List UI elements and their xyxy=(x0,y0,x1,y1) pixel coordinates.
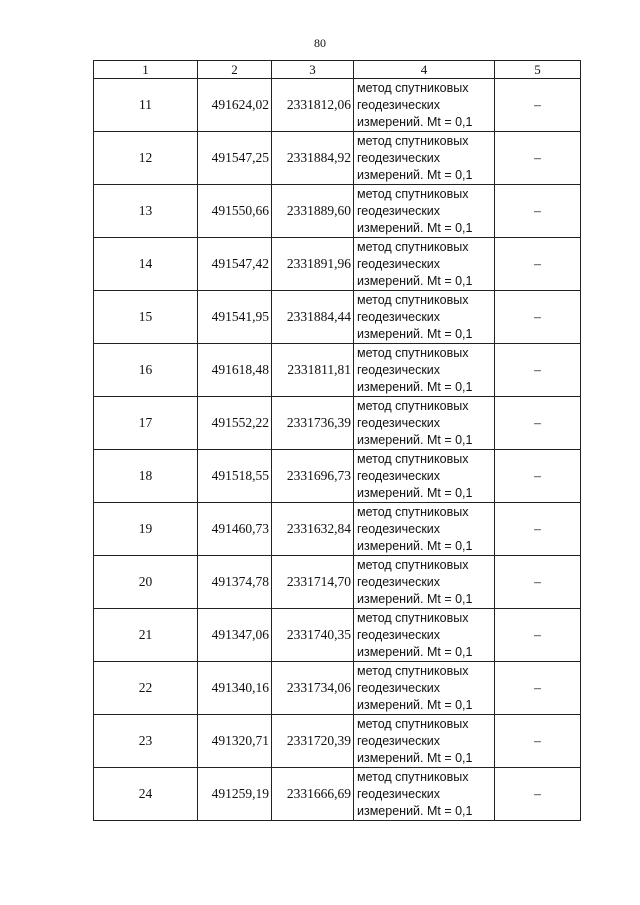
method-line-1: метод спутниковых xyxy=(357,557,469,572)
method-line-2: геодезических xyxy=(357,786,441,801)
method-description xyxy=(354,556,495,609)
column-5-value: – xyxy=(495,662,581,715)
method-line-2: геодезических xyxy=(357,309,441,324)
method-line-3: измерений. Mt = 0,1 xyxy=(357,485,473,500)
table-row xyxy=(94,662,581,715)
coordinate-y: 2331891,96 xyxy=(272,238,354,291)
coordinate-x: 491552,22 xyxy=(198,397,272,450)
point-number: 12 xyxy=(94,132,198,185)
method-line-2: геодезических xyxy=(357,627,441,642)
column-header-3: 3 xyxy=(272,61,354,79)
point-number: 21 xyxy=(94,609,198,662)
table-row xyxy=(94,556,581,609)
coordinate-y: 2331812,06 xyxy=(272,79,354,132)
coordinate-x: 491547,42 xyxy=(198,238,272,291)
method-line-3: измерений. Mt = 0,1 xyxy=(357,167,473,182)
method-line-3: измерений. Mt = 0,1 xyxy=(357,326,473,341)
point-number: 17 xyxy=(94,397,198,450)
method-line-2: геодезических xyxy=(357,203,441,218)
coordinate-y: 2331666,69 xyxy=(272,768,354,821)
method-line-2: геодезических xyxy=(357,362,441,377)
coordinate-y: 2331720,39 xyxy=(272,715,354,768)
point-number: 16 xyxy=(94,344,198,397)
column-5-value: – xyxy=(495,715,581,768)
method-line-1: метод спутниковых xyxy=(357,504,469,519)
column-5-value: – xyxy=(495,556,581,609)
method-line-1: метод спутниковых xyxy=(357,398,469,413)
coordinate-y: 2331696,73 xyxy=(272,450,354,503)
coordinate-x: 491547,25 xyxy=(198,132,272,185)
table-body xyxy=(94,79,581,821)
coordinate-y: 2331811,81 xyxy=(272,344,354,397)
method-line-1: метод спутниковых xyxy=(357,345,469,360)
column-header-5: 5 xyxy=(495,61,581,79)
point-number: 14 xyxy=(94,238,198,291)
coordinate-y: 2331884,92 xyxy=(272,132,354,185)
coordinate-y: 2331632,84 xyxy=(272,503,354,556)
method-description xyxy=(354,185,495,238)
point-number: 23 xyxy=(94,715,198,768)
method-line-1: метод спутниковых xyxy=(357,133,469,148)
method-line-1: метод спутниковых xyxy=(357,451,469,466)
column-header-2: 2 xyxy=(198,61,272,79)
column-5-value: – xyxy=(495,503,581,556)
method-description xyxy=(354,768,495,821)
coordinate-x: 491541,95 xyxy=(198,291,272,344)
coordinate-x: 491624,02 xyxy=(198,79,272,132)
method-line-3: измерений. Mt = 0,1 xyxy=(357,432,473,447)
method-description xyxy=(354,397,495,450)
table-row xyxy=(94,397,581,450)
table-row xyxy=(94,715,581,768)
method-line-2: геодезических xyxy=(357,733,441,748)
table-header-row xyxy=(94,61,581,79)
method-line-3: измерений. Mt = 0,1 xyxy=(357,379,473,394)
table-row xyxy=(94,609,581,662)
method-line-1: метод спутниковых xyxy=(357,769,469,784)
method-line-1: метод спутниковых xyxy=(357,80,469,95)
method-description xyxy=(354,662,495,715)
point-number: 11 xyxy=(94,79,198,132)
method-line-3: измерений. Mt = 0,1 xyxy=(357,220,473,235)
method-description xyxy=(354,450,495,503)
method-line-3: измерений. Mt = 0,1 xyxy=(357,591,473,606)
method-description xyxy=(354,291,495,344)
column-5-value: – xyxy=(495,397,581,450)
column-5-value: – xyxy=(495,238,581,291)
point-number: 24 xyxy=(94,768,198,821)
method-line-1: метод спутниковых xyxy=(357,610,469,625)
coordinate-y: 2331740,35 xyxy=(272,609,354,662)
column-header-4: 4 xyxy=(354,61,495,79)
coordinate-x: 491340,16 xyxy=(198,662,272,715)
point-number: 19 xyxy=(94,503,198,556)
coordinate-x: 491320,71 xyxy=(198,715,272,768)
column-5-value: – xyxy=(495,609,581,662)
method-description xyxy=(354,79,495,132)
column-5-value: – xyxy=(495,450,581,503)
column-5-value: – xyxy=(495,768,581,821)
coordinate-y: 2331734,06 xyxy=(272,662,354,715)
method-line-1: метод спутниковых xyxy=(357,292,469,307)
table-row xyxy=(94,185,581,238)
coordinate-x: 491347,06 xyxy=(198,609,272,662)
method-line-3: измерений. Mt = 0,1 xyxy=(357,644,473,659)
method-line-2: геодезических xyxy=(357,521,441,536)
table-row xyxy=(94,132,581,185)
column-header-1: 1 xyxy=(94,61,198,79)
table-row xyxy=(94,291,581,344)
column-5-value: – xyxy=(495,79,581,132)
point-number: 20 xyxy=(94,556,198,609)
table-row xyxy=(94,238,581,291)
method-description xyxy=(354,715,495,768)
method-line-2: геодезических xyxy=(357,680,441,695)
column-5-value: – xyxy=(495,344,581,397)
coordinate-x: 491460,73 xyxy=(198,503,272,556)
method-line-3: измерений. Mt = 0,1 xyxy=(357,538,473,553)
point-number: 15 xyxy=(94,291,198,344)
table-row xyxy=(94,450,581,503)
table-row xyxy=(94,768,581,821)
column-5-value: – xyxy=(495,291,581,344)
point-number: 22 xyxy=(94,662,198,715)
table-row xyxy=(94,344,581,397)
coordinate-x: 491518,55 xyxy=(198,450,272,503)
method-description xyxy=(354,238,495,291)
method-line-2: геодезических xyxy=(357,97,441,112)
method-description xyxy=(354,344,495,397)
coordinate-x: 491374,78 xyxy=(198,556,272,609)
method-line-3: измерений. Mt = 0,1 xyxy=(357,803,473,818)
method-description xyxy=(354,609,495,662)
method-description xyxy=(354,503,495,556)
coordinate-y: 2331736,39 xyxy=(272,397,354,450)
coordinate-y: 2331714,70 xyxy=(272,556,354,609)
method-line-2: геодезических xyxy=(357,574,441,589)
method-line-3: измерений. Mt = 0,1 xyxy=(357,750,473,765)
method-line-1: метод спутниковых xyxy=(357,186,469,201)
coordinate-x: 491259,19 xyxy=(198,768,272,821)
method-line-1: метод спутниковых xyxy=(357,239,469,254)
method-line-3: измерений. Mt = 0,1 xyxy=(357,273,473,288)
point-number: 13 xyxy=(94,185,198,238)
method-line-1: метод спутниковых xyxy=(357,663,469,678)
method-line-2: геодезических xyxy=(357,150,441,165)
column-5-value: – xyxy=(495,132,581,185)
coordinate-y: 2331884,44 xyxy=(272,291,354,344)
method-description xyxy=(354,132,495,185)
coordinate-x: 491550,66 xyxy=(198,185,272,238)
method-line-2: геодезических xyxy=(357,256,441,271)
table-row xyxy=(94,79,581,132)
column-5-value: – xyxy=(495,185,581,238)
method-line-3: измерений. Mt = 0,1 xyxy=(357,697,473,712)
method-line-1: метод спутниковых xyxy=(357,716,469,731)
method-line-3: измерений. Mt = 0,1 xyxy=(357,114,473,129)
point-number: 18 xyxy=(94,450,198,503)
coordinate-y: 2331889,60 xyxy=(272,185,354,238)
coordinates-table xyxy=(93,60,581,821)
page-number: 80 xyxy=(314,36,326,50)
method-line-2: геодезических xyxy=(357,415,441,430)
table-row xyxy=(94,503,581,556)
method-line-2: геодезических xyxy=(357,468,441,483)
coordinate-x: 491618,48 xyxy=(198,344,272,397)
